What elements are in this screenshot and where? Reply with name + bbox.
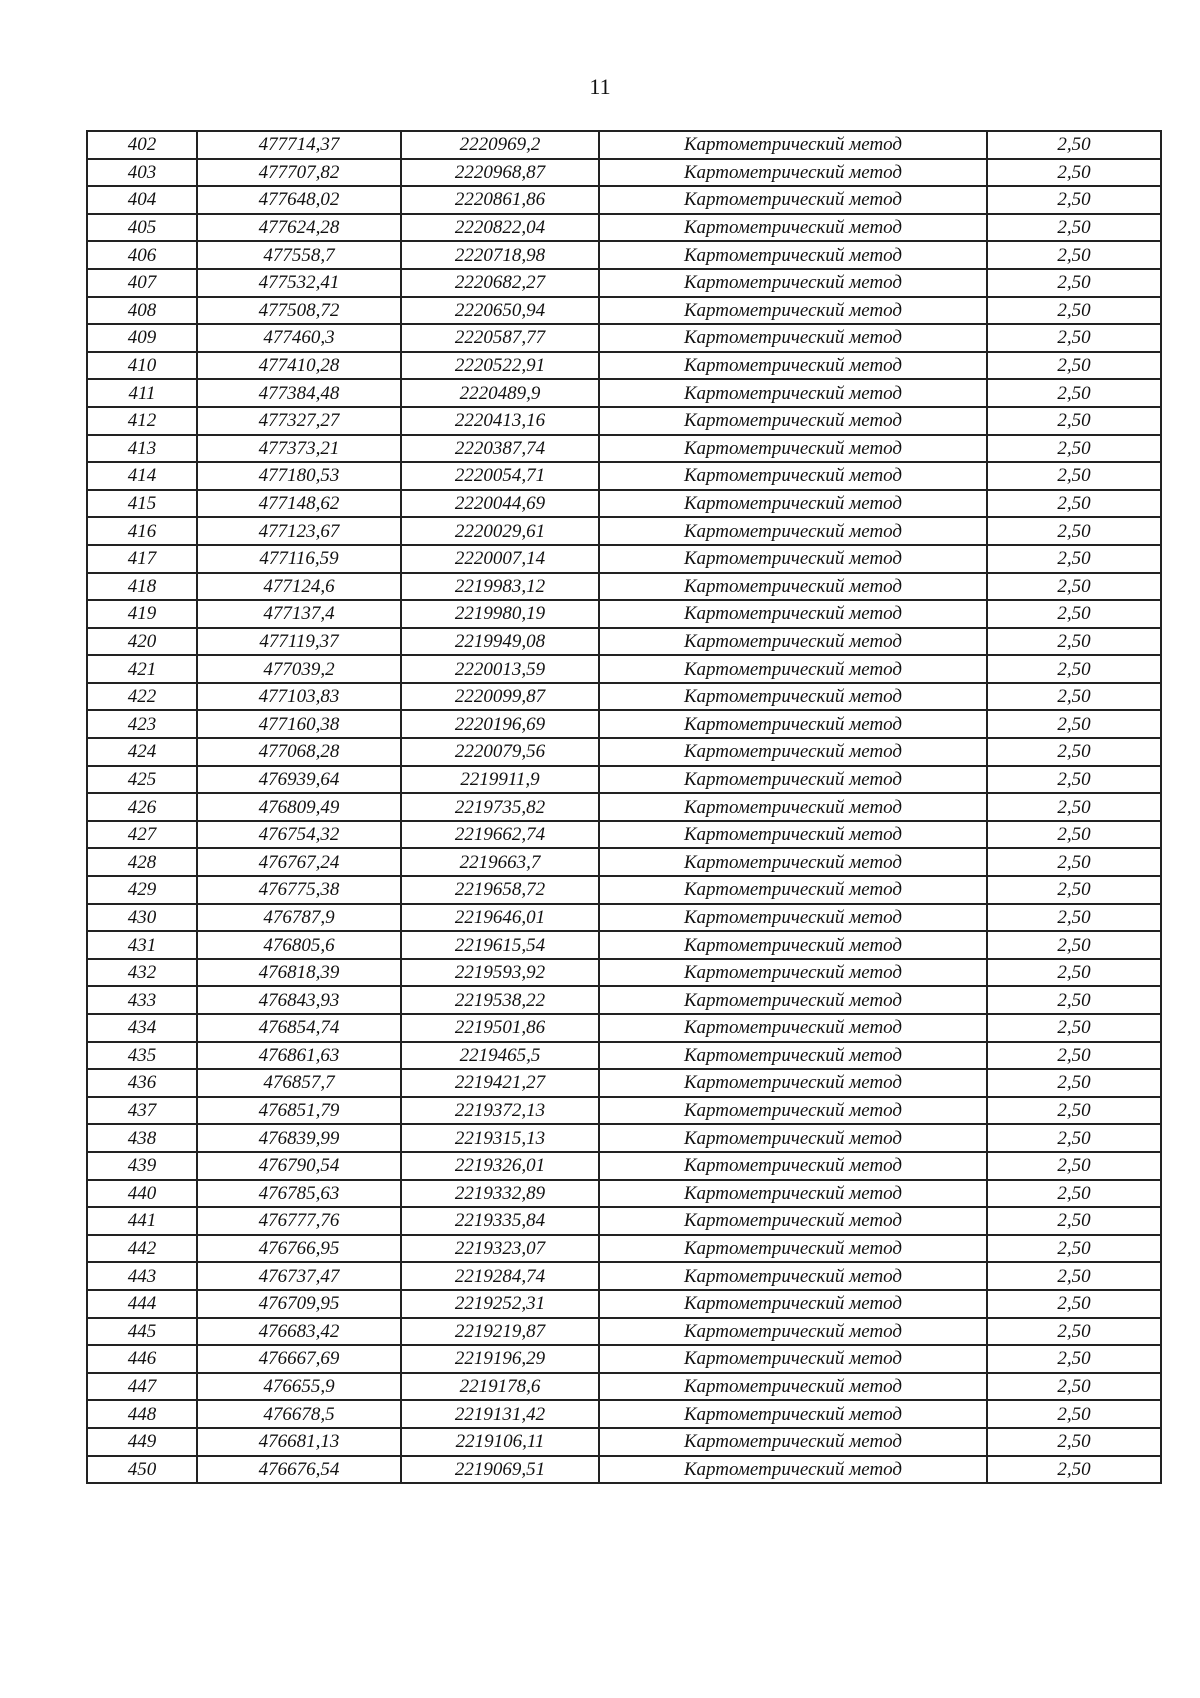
point-number-cell: 443 [87, 1262, 197, 1290]
table-row [87, 1207, 1161, 1235]
y-coordinate-cell: 2219335,84 [401, 1207, 599, 1235]
accuracy-cell: 2,50 [987, 821, 1161, 849]
table-row [87, 1152, 1161, 1180]
point-number-cell: 409 [87, 324, 197, 352]
table-row [87, 324, 1161, 352]
table-row [87, 352, 1161, 380]
table-row [87, 793, 1161, 821]
y-coordinate-cell: 2219980,19 [401, 600, 599, 628]
x-coordinate-cell: 476790,54 [197, 1152, 401, 1180]
y-coordinate-cell: 2219658,72 [401, 876, 599, 904]
point-number-cell: 426 [87, 793, 197, 821]
y-coordinate-cell: 2219252,31 [401, 1290, 599, 1318]
table-row [87, 986, 1161, 1014]
table-row [87, 517, 1161, 545]
accuracy-cell: 2,50 [987, 683, 1161, 711]
accuracy-cell: 2,50 [987, 1428, 1161, 1456]
accuracy-cell: 2,50 [987, 241, 1161, 269]
method-cell: Картометрический метод [599, 710, 987, 738]
x-coordinate-cell: 477180,53 [197, 462, 401, 490]
table-row [87, 848, 1161, 876]
method-cell: Картометрический метод [599, 490, 987, 518]
table-row [87, 462, 1161, 490]
method-cell: Картометрический метод [599, 848, 987, 876]
y-coordinate-cell: 2219646,01 [401, 904, 599, 932]
x-coordinate-cell: 476805,6 [197, 931, 401, 959]
table-row [87, 876, 1161, 904]
y-coordinate-cell: 2220413,16 [401, 407, 599, 435]
x-coordinate-cell: 477508,72 [197, 297, 401, 325]
point-number-cell: 429 [87, 876, 197, 904]
table-row [87, 1180, 1161, 1208]
method-cell: Картометрический метод [599, 1235, 987, 1263]
y-coordinate-cell: 2219538,22 [401, 986, 599, 1014]
x-coordinate-cell: 476861,63 [197, 1042, 401, 1070]
x-coordinate-cell: 477116,59 [197, 545, 401, 573]
x-coordinate-cell: 476854,74 [197, 1014, 401, 1042]
y-coordinate-cell: 2220007,14 [401, 545, 599, 573]
accuracy-cell: 2,50 [987, 1152, 1161, 1180]
table-row [87, 214, 1161, 242]
y-coordinate-cell: 2220522,91 [401, 352, 599, 380]
y-coordinate-cell: 2220650,94 [401, 297, 599, 325]
x-coordinate-cell: 476766,95 [197, 1235, 401, 1263]
y-coordinate-cell: 2219284,74 [401, 1262, 599, 1290]
table-row [87, 1400, 1161, 1428]
y-coordinate-cell: 2219593,92 [401, 959, 599, 987]
y-coordinate-cell: 2220861,86 [401, 186, 599, 214]
table-row [87, 186, 1161, 214]
x-coordinate-cell: 476655,9 [197, 1373, 401, 1401]
y-coordinate-cell: 2219501,86 [401, 1014, 599, 1042]
table-row [87, 959, 1161, 987]
method-cell: Картометрический метод [599, 1069, 987, 1097]
table-row [87, 738, 1161, 766]
method-cell: Картометрический метод [599, 628, 987, 656]
x-coordinate-cell: 477384,48 [197, 379, 401, 407]
table-row [87, 379, 1161, 407]
point-number-cell: 412 [87, 407, 197, 435]
table-row [87, 131, 1161, 159]
point-number-cell: 450 [87, 1456, 197, 1484]
y-coordinate-cell: 2219323,07 [401, 1235, 599, 1263]
y-coordinate-cell: 2219219,87 [401, 1318, 599, 1346]
table-row [87, 904, 1161, 932]
point-number-cell: 407 [87, 269, 197, 297]
accuracy-cell: 2,50 [987, 931, 1161, 959]
method-cell: Картометрический метод [599, 1428, 987, 1456]
point-number-cell: 402 [87, 131, 197, 159]
x-coordinate-cell: 476676,54 [197, 1456, 401, 1484]
method-cell: Картометрический метод [599, 876, 987, 904]
x-coordinate-cell: 476777,76 [197, 1207, 401, 1235]
x-coordinate-cell: 477558,7 [197, 241, 401, 269]
method-cell: Картометрический метод [599, 462, 987, 490]
point-number-cell: 435 [87, 1042, 197, 1070]
y-coordinate-cell: 2220099,87 [401, 683, 599, 711]
x-coordinate-cell: 476787,9 [197, 904, 401, 932]
method-cell: Картометрический метод [599, 600, 987, 628]
table-row [87, 573, 1161, 601]
table-row [87, 1428, 1161, 1456]
accuracy-cell: 2,50 [987, 710, 1161, 738]
method-cell: Картометрический метод [599, 1290, 987, 1318]
point-number-cell: 448 [87, 1400, 197, 1428]
method-cell: Картометрический метод [599, 352, 987, 380]
x-coordinate-cell: 477039,2 [197, 655, 401, 683]
table-row [87, 490, 1161, 518]
y-coordinate-cell: 2219178,6 [401, 1373, 599, 1401]
point-number-cell: 418 [87, 573, 197, 601]
table-row [87, 241, 1161, 269]
accuracy-cell: 2,50 [987, 959, 1161, 987]
table-body [87, 131, 1161, 1483]
y-coordinate-cell: 2219332,89 [401, 1180, 599, 1208]
table-row [87, 1235, 1161, 1263]
x-coordinate-cell: 477068,28 [197, 738, 401, 766]
accuracy-cell: 2,50 [987, 269, 1161, 297]
point-number-cell: 414 [87, 462, 197, 490]
accuracy-cell: 2,50 [987, 793, 1161, 821]
point-number-cell: 434 [87, 1014, 197, 1042]
x-coordinate-cell: 477119,37 [197, 628, 401, 656]
y-coordinate-cell: 2219069,51 [401, 1456, 599, 1484]
method-cell: Картометрический метод [599, 269, 987, 297]
point-number-cell: 431 [87, 931, 197, 959]
table-row [87, 683, 1161, 711]
point-number-cell: 423 [87, 710, 197, 738]
point-number-cell: 415 [87, 490, 197, 518]
accuracy-cell: 2,50 [987, 214, 1161, 242]
y-coordinate-cell: 2219196,29 [401, 1345, 599, 1373]
accuracy-cell: 2,50 [987, 131, 1161, 159]
accuracy-cell: 2,50 [987, 600, 1161, 628]
method-cell: Картометрический метод [599, 1262, 987, 1290]
table-row [87, 1318, 1161, 1346]
method-cell: Картометрический метод [599, 1014, 987, 1042]
accuracy-cell: 2,50 [987, 1373, 1161, 1401]
accuracy-cell: 2,50 [987, 1042, 1161, 1070]
method-cell: Картометрический метод [599, 1373, 987, 1401]
method-cell: Картометрический метод [599, 517, 987, 545]
y-coordinate-cell: 2220489,9 [401, 379, 599, 407]
y-coordinate-cell: 2219949,08 [401, 628, 599, 656]
accuracy-cell: 2,50 [987, 297, 1161, 325]
x-coordinate-cell: 477160,38 [197, 710, 401, 738]
y-coordinate-cell: 2219421,27 [401, 1069, 599, 1097]
point-number-cell: 417 [87, 545, 197, 573]
point-number-cell: 432 [87, 959, 197, 987]
accuracy-cell: 2,50 [987, 766, 1161, 794]
y-coordinate-cell: 2220054,71 [401, 462, 599, 490]
method-cell: Картометрический метод [599, 793, 987, 821]
point-number-cell: 446 [87, 1345, 197, 1373]
accuracy-cell: 2,50 [987, 324, 1161, 352]
y-coordinate-cell: 2219983,12 [401, 573, 599, 601]
method-cell: Картометрический метод [599, 986, 987, 1014]
method-cell: Картометрический метод [599, 379, 987, 407]
point-number-cell: 416 [87, 517, 197, 545]
point-number-cell: 436 [87, 1069, 197, 1097]
point-number-cell: 422 [87, 683, 197, 711]
accuracy-cell: 2,50 [987, 904, 1161, 932]
y-coordinate-cell: 2220968,87 [401, 159, 599, 187]
accuracy-cell: 2,50 [987, 1262, 1161, 1290]
x-coordinate-cell: 477123,67 [197, 517, 401, 545]
point-number-cell: 430 [87, 904, 197, 932]
method-cell: Картометрический метод [599, 738, 987, 766]
table-row [87, 710, 1161, 738]
y-coordinate-cell: 2220822,04 [401, 214, 599, 242]
point-number-cell: 419 [87, 600, 197, 628]
accuracy-cell: 2,50 [987, 1069, 1161, 1097]
x-coordinate-cell: 477137,4 [197, 600, 401, 628]
x-coordinate-cell: 477624,28 [197, 214, 401, 242]
table-row [87, 1373, 1161, 1401]
method-cell: Картометрический метод [599, 1152, 987, 1180]
accuracy-cell: 2,50 [987, 490, 1161, 518]
point-number-cell: 438 [87, 1124, 197, 1152]
accuracy-cell: 2,50 [987, 1345, 1161, 1373]
accuracy-cell: 2,50 [987, 1400, 1161, 1428]
x-coordinate-cell: 476839,99 [197, 1124, 401, 1152]
point-number-cell: 420 [87, 628, 197, 656]
accuracy-cell: 2,50 [987, 1180, 1161, 1208]
table-row [87, 1069, 1161, 1097]
y-coordinate-cell: 2219465,5 [401, 1042, 599, 1070]
x-coordinate-cell: 477103,83 [197, 683, 401, 711]
accuracy-cell: 2,50 [987, 738, 1161, 766]
method-cell: Картометрический метод [599, 766, 987, 794]
x-coordinate-cell: 477410,28 [197, 352, 401, 380]
x-coordinate-cell: 476857,7 [197, 1069, 401, 1097]
accuracy-cell: 2,50 [987, 159, 1161, 187]
method-cell: Картометрический метод [599, 959, 987, 987]
x-coordinate-cell: 476737,47 [197, 1262, 401, 1290]
method-cell: Картометрический метод [599, 324, 987, 352]
x-coordinate-cell: 477714,37 [197, 131, 401, 159]
method-cell: Картометрический метод [599, 1345, 987, 1373]
x-coordinate-cell: 477460,3 [197, 324, 401, 352]
y-coordinate-cell: 2219735,82 [401, 793, 599, 821]
y-coordinate-cell: 2219315,13 [401, 1124, 599, 1152]
x-coordinate-cell: 476767,24 [197, 848, 401, 876]
point-number-cell: 413 [87, 435, 197, 463]
method-cell: Картометрический метод [599, 297, 987, 325]
point-number-cell: 441 [87, 1207, 197, 1235]
method-cell: Картометрический метод [599, 407, 987, 435]
point-number-cell: 440 [87, 1180, 197, 1208]
accuracy-cell: 2,50 [987, 462, 1161, 490]
accuracy-cell: 2,50 [987, 1207, 1161, 1235]
point-number-cell: 439 [87, 1152, 197, 1180]
method-cell: Картометрический метод [599, 573, 987, 601]
x-coordinate-cell: 476709,95 [197, 1290, 401, 1318]
point-number-cell: 442 [87, 1235, 197, 1263]
method-cell: Картометрический метод [599, 1318, 987, 1346]
point-number-cell: 410 [87, 352, 197, 380]
accuracy-cell: 2,50 [987, 986, 1161, 1014]
x-coordinate-cell: 476785,63 [197, 1180, 401, 1208]
x-coordinate-cell: 476851,79 [197, 1097, 401, 1125]
accuracy-cell: 2,50 [987, 1014, 1161, 1042]
method-cell: Картометрический метод [599, 931, 987, 959]
table-row [87, 600, 1161, 628]
y-coordinate-cell: 2220387,74 [401, 435, 599, 463]
y-coordinate-cell: 2220013,59 [401, 655, 599, 683]
method-cell: Картометрический метод [599, 159, 987, 187]
table-row [87, 766, 1161, 794]
table-row [87, 1262, 1161, 1290]
method-cell: Картометрический метод [599, 1042, 987, 1070]
accuracy-cell: 2,50 [987, 379, 1161, 407]
method-cell: Картометрический метод [599, 1207, 987, 1235]
method-cell: Картометрический метод [599, 683, 987, 711]
x-coordinate-cell: 476818,39 [197, 959, 401, 987]
y-coordinate-cell: 2220587,77 [401, 324, 599, 352]
method-cell: Картометрический метод [599, 1097, 987, 1125]
accuracy-cell: 2,50 [987, 517, 1161, 545]
y-coordinate-cell: 2220718,98 [401, 241, 599, 269]
accuracy-cell: 2,50 [987, 186, 1161, 214]
x-coordinate-cell: 477124,6 [197, 573, 401, 601]
x-coordinate-cell: 476939,64 [197, 766, 401, 794]
page-number: 11 [589, 74, 611, 99]
x-coordinate-cell: 477148,62 [197, 490, 401, 518]
y-coordinate-cell: 2219106,11 [401, 1428, 599, 1456]
x-coordinate-cell: 476681,13 [197, 1428, 401, 1456]
point-number-cell: 408 [87, 297, 197, 325]
point-number-cell: 433 [87, 986, 197, 1014]
y-coordinate-cell: 2219326,01 [401, 1152, 599, 1180]
table-row [87, 655, 1161, 683]
x-coordinate-cell: 476843,93 [197, 986, 401, 1014]
accuracy-cell: 2,50 [987, 352, 1161, 380]
table-row [87, 628, 1161, 656]
point-number-cell: 411 [87, 379, 197, 407]
accuracy-cell: 2,50 [987, 573, 1161, 601]
x-coordinate-cell: 476775,38 [197, 876, 401, 904]
table-row [87, 297, 1161, 325]
method-cell: Картометрический метод [599, 1124, 987, 1152]
x-coordinate-cell: 477327,27 [197, 407, 401, 435]
point-number-cell: 406 [87, 241, 197, 269]
y-coordinate-cell: 2220079,56 [401, 738, 599, 766]
table-row [87, 1097, 1161, 1125]
method-cell: Картометрический метод [599, 821, 987, 849]
point-number-cell: 424 [87, 738, 197, 766]
table-row [87, 1290, 1161, 1318]
table-row [87, 435, 1161, 463]
point-number-cell: 404 [87, 186, 197, 214]
table-row [87, 931, 1161, 959]
accuracy-cell: 2,50 [987, 848, 1161, 876]
y-coordinate-cell: 2220029,61 [401, 517, 599, 545]
coordinates-table [86, 130, 1162, 1484]
point-number-cell: 449 [87, 1428, 197, 1456]
y-coordinate-cell: 2219911,9 [401, 766, 599, 794]
method-cell: Картометрический метод [599, 904, 987, 932]
method-cell: Картометрический метод [599, 435, 987, 463]
method-cell: Картометрический метод [599, 655, 987, 683]
accuracy-cell: 2,50 [987, 628, 1161, 656]
x-coordinate-cell: 477648,02 [197, 186, 401, 214]
x-coordinate-cell: 477373,21 [197, 435, 401, 463]
point-number-cell: 445 [87, 1318, 197, 1346]
x-coordinate-cell: 476667,69 [197, 1345, 401, 1373]
accuracy-cell: 2,50 [987, 1124, 1161, 1152]
point-number-cell: 447 [87, 1373, 197, 1401]
x-coordinate-cell: 476683,42 [197, 1318, 401, 1346]
table-row [87, 821, 1161, 849]
accuracy-cell: 2,50 [987, 1318, 1161, 1346]
point-number-cell: 421 [87, 655, 197, 683]
accuracy-cell: 2,50 [987, 435, 1161, 463]
accuracy-cell: 2,50 [987, 1456, 1161, 1484]
table-row [87, 1345, 1161, 1373]
accuracy-cell: 2,50 [987, 1235, 1161, 1263]
y-coordinate-cell: 2220196,69 [401, 710, 599, 738]
x-coordinate-cell: 476678,5 [197, 1400, 401, 1428]
method-cell: Картометрический метод [599, 1180, 987, 1208]
y-coordinate-cell: 2220044,69 [401, 490, 599, 518]
point-number-cell: 444 [87, 1290, 197, 1318]
point-number-cell: 428 [87, 848, 197, 876]
y-coordinate-cell: 2219131,42 [401, 1400, 599, 1428]
table-row [87, 545, 1161, 573]
point-number-cell: 403 [87, 159, 197, 187]
method-cell: Картометрический метод [599, 241, 987, 269]
table-row [87, 159, 1161, 187]
y-coordinate-cell: 2220969,2 [401, 131, 599, 159]
table-row [87, 1042, 1161, 1070]
accuracy-cell: 2,50 [987, 1290, 1161, 1318]
y-coordinate-cell: 2219663,7 [401, 848, 599, 876]
method-cell: Картометрический метод [599, 545, 987, 573]
method-cell: Картометрический метод [599, 131, 987, 159]
method-cell: Картометрический метод [599, 186, 987, 214]
point-number-cell: 405 [87, 214, 197, 242]
x-coordinate-cell: 476809,49 [197, 793, 401, 821]
y-coordinate-cell: 2219662,74 [401, 821, 599, 849]
point-number-cell: 425 [87, 766, 197, 794]
point-number-cell: 427 [87, 821, 197, 849]
accuracy-cell: 2,50 [987, 545, 1161, 573]
method-cell: Картометрический метод [599, 214, 987, 242]
y-coordinate-cell: 2219372,13 [401, 1097, 599, 1125]
method-cell: Картометрический метод [599, 1400, 987, 1428]
x-coordinate-cell: 477532,41 [197, 269, 401, 297]
x-coordinate-cell: 477707,82 [197, 159, 401, 187]
point-number-cell: 437 [87, 1097, 197, 1125]
y-coordinate-cell: 2219615,54 [401, 931, 599, 959]
accuracy-cell: 2,50 [987, 407, 1161, 435]
accuracy-cell: 2,50 [987, 1097, 1161, 1125]
table-row [87, 407, 1161, 435]
table-row [87, 1014, 1161, 1042]
method-cell: Картометрический метод [599, 1456, 987, 1484]
table-row [87, 1456, 1161, 1484]
x-coordinate-cell: 476754,32 [197, 821, 401, 849]
table-row [87, 1124, 1161, 1152]
table-row [87, 269, 1161, 297]
y-coordinate-cell: 2220682,27 [401, 269, 599, 297]
accuracy-cell: 2,50 [987, 655, 1161, 683]
accuracy-cell: 2,50 [987, 876, 1161, 904]
